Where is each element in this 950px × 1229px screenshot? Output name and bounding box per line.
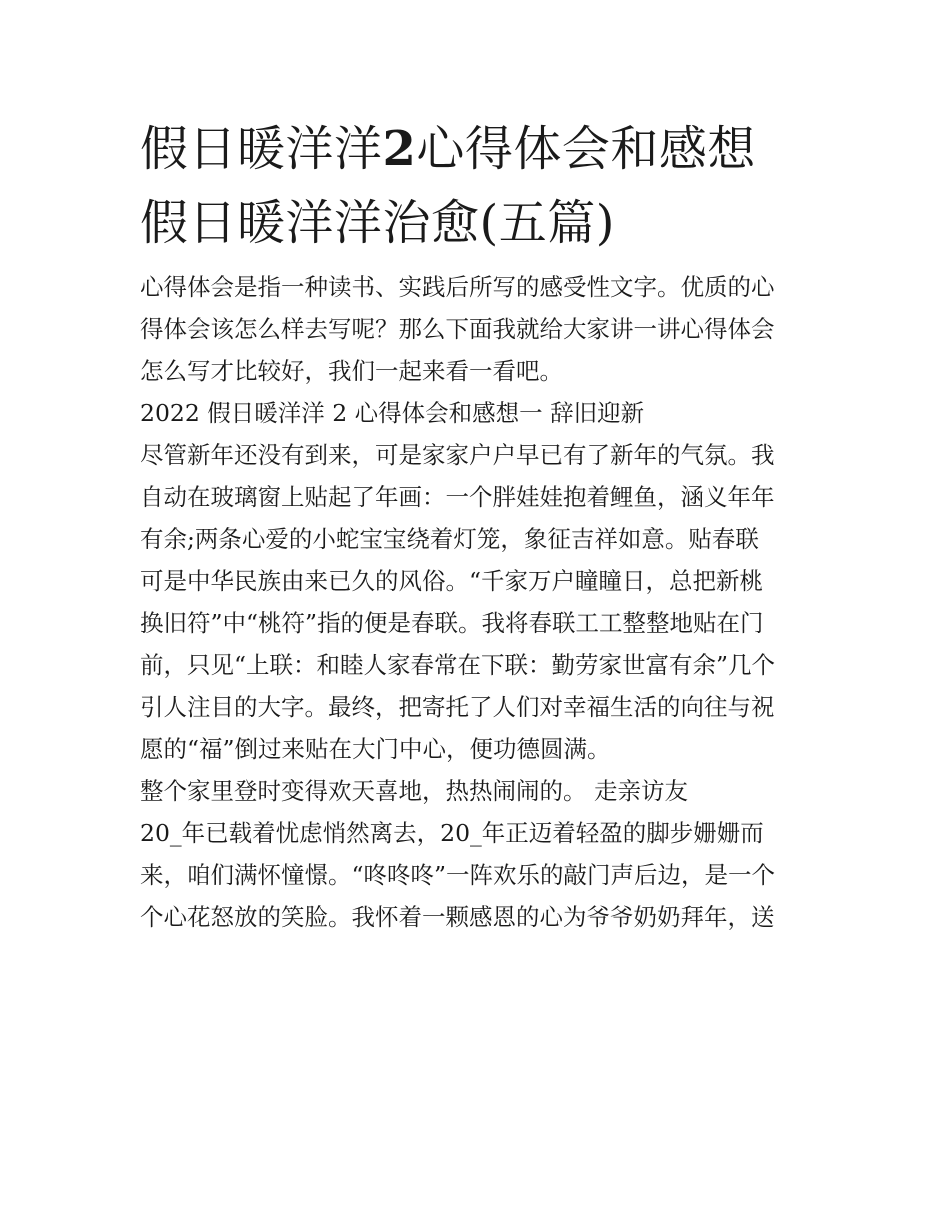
text-line: 换旧符”中“桃符”指的便是春联。我将春联工工整整地贴在门 bbox=[140, 609, 764, 637]
text-line: 整个家里登时变得欢天喜地，热热闹闹的。 走亲访友 bbox=[140, 777, 688, 805]
text-line: 尽管新年还没有到来，可是家家户户早已有了新年的气氛。我 bbox=[140, 441, 775, 469]
section-heading bbox=[140, 392, 812, 434]
title-line-2: 假日暖洋洋治愈(五篇) bbox=[140, 195, 615, 251]
text-line: 前，只见“上联：和睦人家春常在下联：勤劳家世富有余”几个 bbox=[140, 651, 776, 679]
text-line: 愿的“福”倒过来贴在大门中心，便功德圆满。 bbox=[140, 735, 611, 763]
text-line: 可是中华民族由来已久的风俗。“千家万户瞳瞳日，总把新桃 bbox=[140, 567, 764, 595]
title-text: 心得体会和感想 bbox=[416, 121, 756, 177]
text-line: 自动在玻璃窗上贴起了年画：一个胖娃娃抱着鲤鱼，涵义年年 bbox=[140, 483, 775, 511]
body-paragraph bbox=[140, 770, 812, 812]
title-number: 2 bbox=[382, 121, 417, 177]
text-line: 怎么写才比较好，我们一起来看一看吧。 bbox=[140, 357, 563, 385]
text-line: 心得体会是指一种读书、实践后所写的感受性文字。优质的心 bbox=[140, 273, 775, 301]
title-line-1 bbox=[140, 112, 812, 186]
text-line: 引人注目的大字。最终，把寄托了人们对幸福生活的向往与祝 bbox=[140, 693, 775, 721]
text-line: 来，咱们满怀憧憬。“咚咚咚”一阵欢乐的敲门声后边，是一个 bbox=[140, 861, 776, 889]
document-page bbox=[140, 112, 812, 938]
text-line: 20_年已载着忧虑悄然离去，20_年正迈着轻盈的脚步姗姗而 bbox=[140, 819, 764, 847]
title-text: 假日暖洋洋 bbox=[140, 121, 383, 177]
text-line: 2022 假日暖洋洋 2 心得体会和感想一 辞旧迎新 bbox=[140, 399, 645, 427]
body-paragraph bbox=[140, 812, 812, 938]
document-body bbox=[140, 266, 812, 938]
text-line: 个心花怒放的笑脸。我怀着一颗感恩的心为爷爷奶奶拜年，送 bbox=[140, 903, 775, 931]
document-title bbox=[140, 112, 812, 260]
intro-paragraph bbox=[140, 266, 812, 392]
text-line: 得体会该怎么样去写呢？那么下面我就给大家讲一讲心得体会 bbox=[140, 315, 775, 343]
body-paragraph bbox=[140, 434, 812, 770]
text-line: 有余;两条心爱的小蛇宝宝绕着灯笼，象征吉祥如意。贴春联 bbox=[140, 525, 759, 553]
